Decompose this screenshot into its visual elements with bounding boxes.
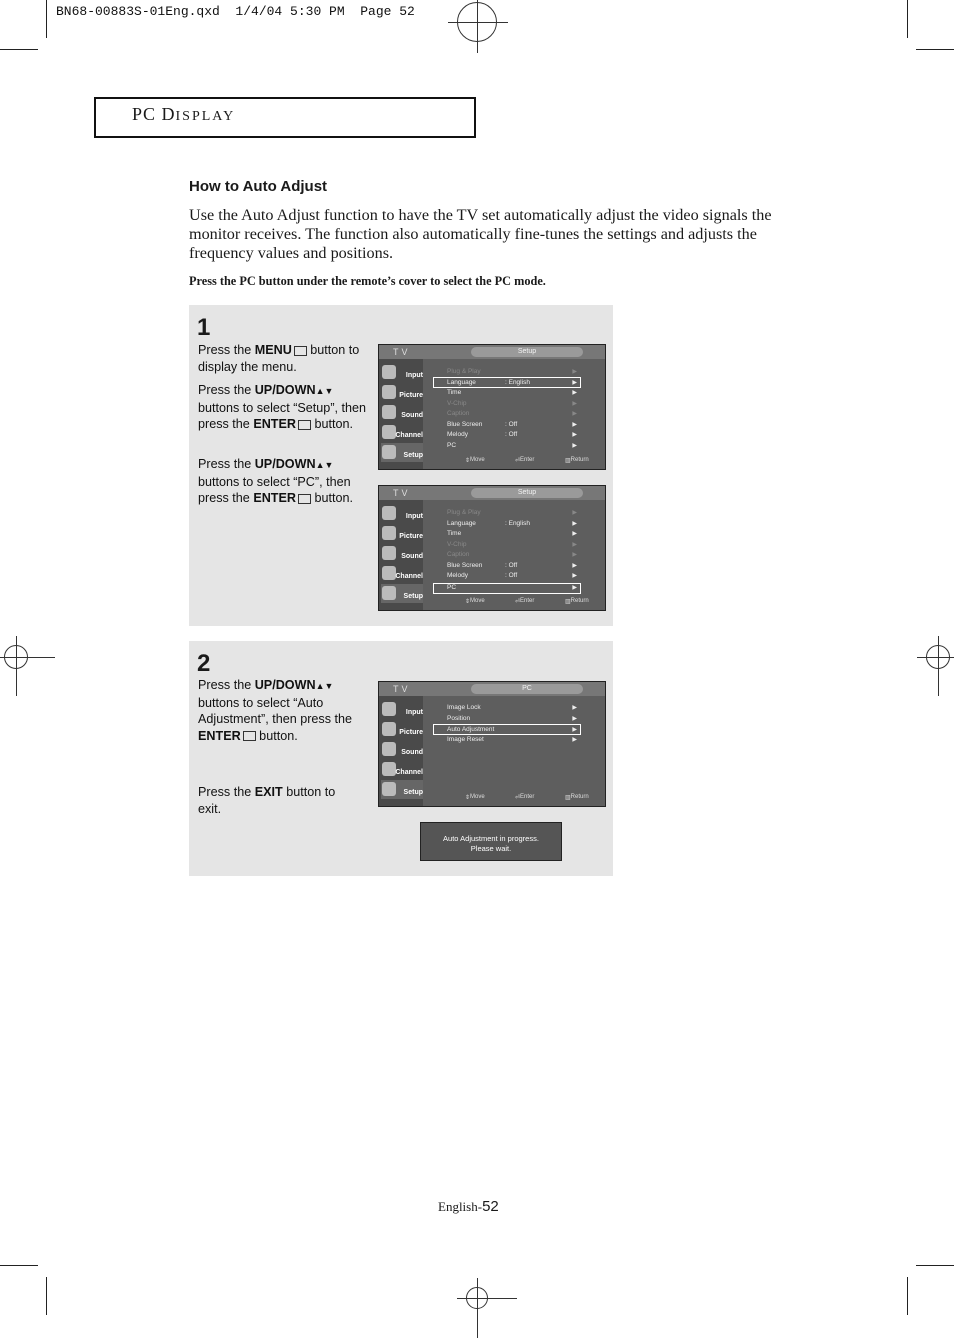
input-icon [382,702,396,716]
registration-mark [926,645,950,669]
step-2-text-2: Press the EXIT button to exit. [198,785,336,816]
osd-side-sound: Sound [381,403,423,422]
osd-side-picture: Picture [381,720,423,739]
osd-tab: PC [471,684,583,694]
page-number: English-52 [438,1198,499,1215]
osd-tv-label: TV [393,684,411,694]
osd-item: V-Chip ▶ [447,541,577,548]
osd-bottom-bar: ⇕ Move ⏎ Enter ▥ Return [465,457,589,464]
step-number: 1 [197,314,211,341]
osd-bottom-bar: ⇕ Move ⏎ Enter ▥ Return [465,598,589,605]
osd-item: Image Reset ▶ [447,736,577,743]
osd-item: Caption ▶ [447,410,577,417]
osd-item: Image Lock ▶ [447,704,577,711]
osd-side-setup: Setup [381,584,423,603]
osd-item: V-Chip ▶ [447,400,577,407]
osd-bottom-bar: ⇕ Move ⏎ Enter ▥ Return [465,794,589,801]
enter-icon [298,494,311,504]
osd-setup-menu-2 [378,485,606,611]
crop-mark [907,0,908,38]
osd-item: Blue Screen : Off ▶ [447,421,577,428]
osd-item: Plug & Play ▶ [447,509,577,516]
enter-icon [243,731,256,741]
osd-side-input: Input [381,363,423,382]
up-down-arrows-icon: ▲▼ [315,681,334,691]
step-1-text-2: Press the UP/DOWN▲▼ buttons to select “Setup”, then press the ENTER button. [198,383,367,431]
crop-mark [907,1277,908,1315]
osd-item: Language : English ▶ [447,520,577,527]
osd-tab: Setup [471,488,583,498]
osd-side-sound: Sound [381,740,423,759]
osd-side-channel: Channel [381,423,423,442]
print-slug: BN68-00883S-01Eng.qxd 1/4/04 5:30 PM Page 52 [56,4,415,19]
registration-mark [4,645,28,669]
auto-adjust-popup: Auto Adjustment in progress. Please wait. [420,822,562,861]
osd-side-sound: Sound [381,544,423,563]
osd-tv-label: TV [393,347,411,357]
intro-paragraph: Use the Auto Adjust function to have the TV set automatically adjust the video signals the monitor receives. The function also automatically fine-tunes the settings and adjusts the frequency values and positions. [189,206,772,262]
step-1-text-1: Press the MENU button to display the menu. [198,343,360,374]
step-1-text-3: Press the UP/DOWN▲▼ buttons to select “PC”, then press the ENTER button. [198,457,354,505]
osd-item: PC ▶ [447,584,577,591]
up-down-arrows-icon: ▲▼ [315,386,334,396]
up-down-arrows-icon: ▲▼ [315,460,334,470]
osd-side-setup: Setup [381,780,423,799]
channel-icon [382,762,396,776]
channel-icon [382,425,396,439]
osd-side-channel: Channel [381,564,423,583]
osd-side-picture: Picture [381,383,423,402]
osd-side-channel: Channel [381,760,423,779]
osd-side-picture: Picture [381,524,423,543]
osd-side-input: Input [381,504,423,523]
setup-icon [382,445,396,459]
registration-mark [466,1287,488,1309]
section-title: PC DISPLAY [132,104,236,124]
osd-item: Melody : Off ▶ [447,572,577,579]
sound-icon [382,405,396,419]
setup-icon [382,782,396,796]
sound-icon [382,742,396,756]
osd-item: Auto Adjustment ▶ [447,726,577,733]
osd-item: Plug & Play ▶ [447,368,577,375]
input-icon [382,506,396,520]
osd-side-setup: Setup [381,443,423,462]
osd-tv-label: TV [393,488,411,498]
picture-icon [382,526,396,540]
step-2-text-1: Press the UP/DOWN▲▼ buttons to select “Auto Adjustment”, then press the ENTER button. [198,678,353,743]
setup-icon [382,586,396,600]
input-icon [382,365,396,379]
crop-mark [916,1265,954,1266]
osd-setup-menu-1 [378,344,606,470]
subsection-heading: How to Auto Adjust [189,178,328,195]
osd-side-input: Input [381,700,423,719]
osd-item: Time ▶ [447,530,577,537]
channel-icon [382,566,396,580]
osd-item: PC ▶ [447,442,577,449]
crop-mark [46,0,47,38]
osd-item: Caption ▶ [447,551,577,558]
registration-mark [457,2,497,42]
crop-mark [0,49,38,50]
osd-pc-menu [378,681,606,807]
osd-item: Time ▶ [447,389,577,396]
crop-mark [916,49,954,50]
crop-mark [46,1277,47,1315]
osd-tab: Setup [471,347,583,357]
enter-icon [298,420,311,430]
picture-icon [382,722,396,736]
osd-item: Language : English ▶ [447,379,577,386]
mode-note: Press the PC button under the remote’s cover to select the PC mode. [189,274,546,288]
menu-icon [294,346,307,356]
picture-icon [382,385,396,399]
sound-icon [382,546,396,560]
step-number: 2 [197,650,211,677]
osd-item: Blue Screen : Off ▶ [447,562,577,569]
osd-item: Melody : Off ▶ [447,431,577,438]
osd-item: Position ▶ [447,715,577,722]
crop-mark [0,1265,38,1266]
